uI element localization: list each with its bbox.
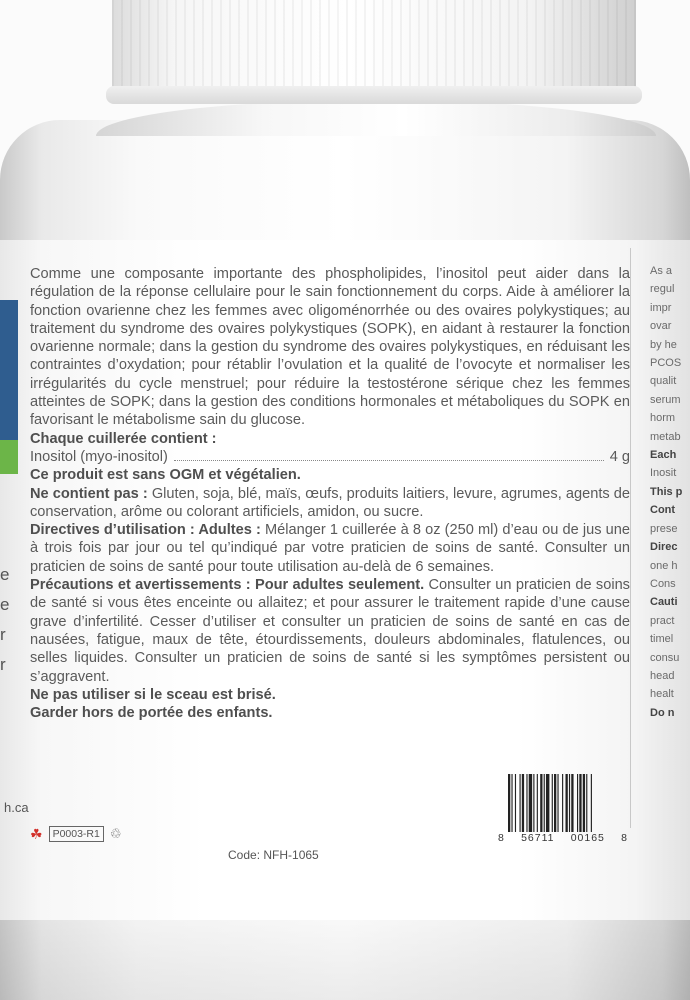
precautions-text: Consulter un praticien de soins de santé si vous êtes enceinte ou allaitez; et pour assurer le traitement rapide d’une cause grave d’infertilité. Cesser d’utiliser et consulter un praticien de soins de santé en cas de nausées, fatigue, maux de tête, étourdissements, douleurs abdominales, flatulences, ou selles liquides. Consulter un praticien de soins de santé si les symptômes persistent ou s’aggravent. bbox=[30, 577, 630, 685]
english-fragment: Cauti bbox=[650, 596, 678, 609]
children-warning: Garder hors de portée des enfants. bbox=[30, 705, 273, 722]
barcode-bar bbox=[537, 774, 538, 832]
english-fragment: by he bbox=[650, 338, 677, 351]
barcode-digit-group: 00165 bbox=[570, 832, 605, 844]
ingredient-dots bbox=[174, 460, 604, 461]
english-fragment: qualit bbox=[650, 375, 677, 388]
free-from-heading: Ne contient pas : bbox=[30, 485, 148, 502]
barcode-bar bbox=[566, 774, 568, 832]
product-description: Comme une composante importante des phospholipides, l’inositol peut aider dans la régulation de la réponse cellulaire pour le sain fonctionnement du corps. Aide à améliorer la fonction ovarienne chez les femmes avec oligoménorrhée ou des ovaires polykystiques; au traitement du syndrome des ovaires polykystiques (SOPK), en aidant à restaurer la fonction ovarienne normale; dans la gestion du syndrome des ovaires polykystiques, en réduisant les contraintes d’oxydation; pour rétablir l’ovulation et la qualité de l’ovocyte et normaliser les irrégularités du cycle menstruel; pour réduire la testostérone sérique chez les femmes atteintes de SOPK; dans la gestion des conditions hormonales et métaboliques du SOPK en favorisant le métabolisme sain du glucose. bbox=[30, 266, 630, 429]
english-fragment: timel bbox=[650, 633, 674, 646]
directions-heading: Directives d’utilisation : Adultes : bbox=[30, 522, 261, 539]
gmo-statement: Ce produit est sans OGM et végétalien. bbox=[30, 467, 301, 484]
english-fragment: one h bbox=[650, 559, 678, 572]
jar-lid bbox=[112, 0, 636, 96]
english-fragment: Each bbox=[650, 449, 677, 462]
barcode-bar bbox=[552, 774, 553, 832]
directions-text: Mélanger 1 cuillerée à 8 oz (250 ml) d’eau ou de jus une à trois fois par jour ou tel qu’indiqué par votre praticien de soins de santé. Consulter un praticien de soins de santé pour toute utilisation au-delà de 6 semaines. bbox=[30, 522, 630, 575]
barcode-bar bbox=[571, 774, 573, 832]
english-fragment: head bbox=[650, 669, 675, 682]
free-from-text: Gluten, soja, blé, maïs, œufs, produits laitiers, levure, agrumes, agents de conservation, arôme ou colorant artificiels, amidon, ou sucre. bbox=[30, 485, 630, 520]
barcode-bar bbox=[520, 774, 521, 832]
lid-rim bbox=[106, 86, 642, 104]
english-fragment: PCOS bbox=[650, 357, 682, 370]
barcode-bar bbox=[522, 774, 524, 832]
english-panel-fragments bbox=[650, 262, 690, 722]
english-fragment: pract bbox=[650, 614, 675, 627]
label-green-band bbox=[0, 440, 18, 474]
barcode-digits bbox=[498, 832, 628, 844]
barcode-digit-group: 56711 bbox=[521, 832, 555, 844]
label-blue-band bbox=[0, 300, 18, 440]
barcode-bar bbox=[529, 774, 532, 832]
barcode-bar bbox=[557, 774, 558, 832]
english-fragment: horm bbox=[650, 412, 676, 425]
english-fragment: impr bbox=[650, 301, 672, 314]
jar-neck bbox=[96, 100, 656, 136]
lot-code: P0003-R1 bbox=[49, 826, 104, 842]
ingredient-row bbox=[30, 448, 630, 466]
english-fragment: Cont bbox=[650, 504, 676, 517]
precautions-heading: Précautions et avertissements : Pour adultes seulement. bbox=[30, 577, 425, 594]
ingredient-amount: 4 g bbox=[609, 448, 630, 465]
side-letter: r bbox=[0, 655, 6, 674]
serving-heading: Chaque cuillerée contient : bbox=[30, 430, 217, 447]
barcode-digit-group: 8 bbox=[621, 832, 628, 844]
english-fragment: prese bbox=[650, 522, 678, 535]
barcode-bar bbox=[579, 774, 581, 832]
english-fragment: This p bbox=[650, 485, 683, 498]
label-logos bbox=[30, 826, 122, 842]
english-fragment: ovar bbox=[650, 320, 672, 333]
barcode-bar bbox=[508, 774, 510, 832]
lid-ribs bbox=[112, 0, 636, 86]
maple-leaf-icon: ☘ bbox=[30, 826, 43, 842]
product-code: Code: NFH-1065 bbox=[228, 848, 319, 862]
seal-warning: Ne pas utiliser si le sceau est brisé. bbox=[30, 686, 276, 703]
english-fragment: healt bbox=[650, 688, 674, 701]
barcode-bar bbox=[544, 774, 545, 832]
directions-section bbox=[30, 521, 630, 576]
barcode-bar bbox=[540, 774, 542, 832]
label-divider bbox=[630, 248, 631, 828]
side-letter: e bbox=[0, 565, 10, 584]
english-fragment: metab bbox=[650, 430, 681, 443]
label-text-french bbox=[30, 265, 630, 722]
website-fragment: h.ca bbox=[4, 800, 29, 815]
barcode bbox=[498, 774, 628, 844]
english-fragment: Direc bbox=[650, 541, 678, 554]
barcode-bar bbox=[569, 774, 570, 832]
recycle-icon: ♲ bbox=[109, 826, 122, 841]
english-fragment: serum bbox=[650, 393, 681, 406]
english-fragment: regul bbox=[650, 283, 675, 296]
english-fragment: consu bbox=[650, 651, 680, 664]
barcode-bar bbox=[554, 774, 556, 832]
english-fragment: As a bbox=[650, 265, 673, 277]
free-from-section bbox=[30, 485, 630, 522]
side-letters bbox=[0, 560, 20, 680]
ingredient-name: Inositol (myo-inositol) bbox=[30, 448, 168, 465]
barcode-bars bbox=[508, 774, 618, 832]
precautions-section bbox=[30, 576, 630, 686]
barcode-bar bbox=[533, 774, 534, 832]
barcode-bar bbox=[586, 774, 587, 832]
english-fragment: Cons bbox=[650, 577, 676, 590]
barcode-bar bbox=[511, 774, 512, 832]
side-letter: r bbox=[0, 625, 6, 644]
barcode-bar bbox=[591, 774, 592, 832]
barcode-bar bbox=[577, 774, 578, 832]
side-letter: e bbox=[0, 595, 10, 614]
barcode-digit-group: 8 bbox=[498, 832, 505, 844]
barcode-bar bbox=[526, 774, 527, 832]
english-fragment: Do n bbox=[650, 706, 675, 719]
english-fragment: Inosit bbox=[650, 467, 677, 480]
barcode-bar bbox=[546, 774, 549, 832]
barcode-bar bbox=[583, 774, 585, 832]
barcode-bar bbox=[562, 774, 563, 832]
barcode-bar bbox=[515, 774, 516, 832]
